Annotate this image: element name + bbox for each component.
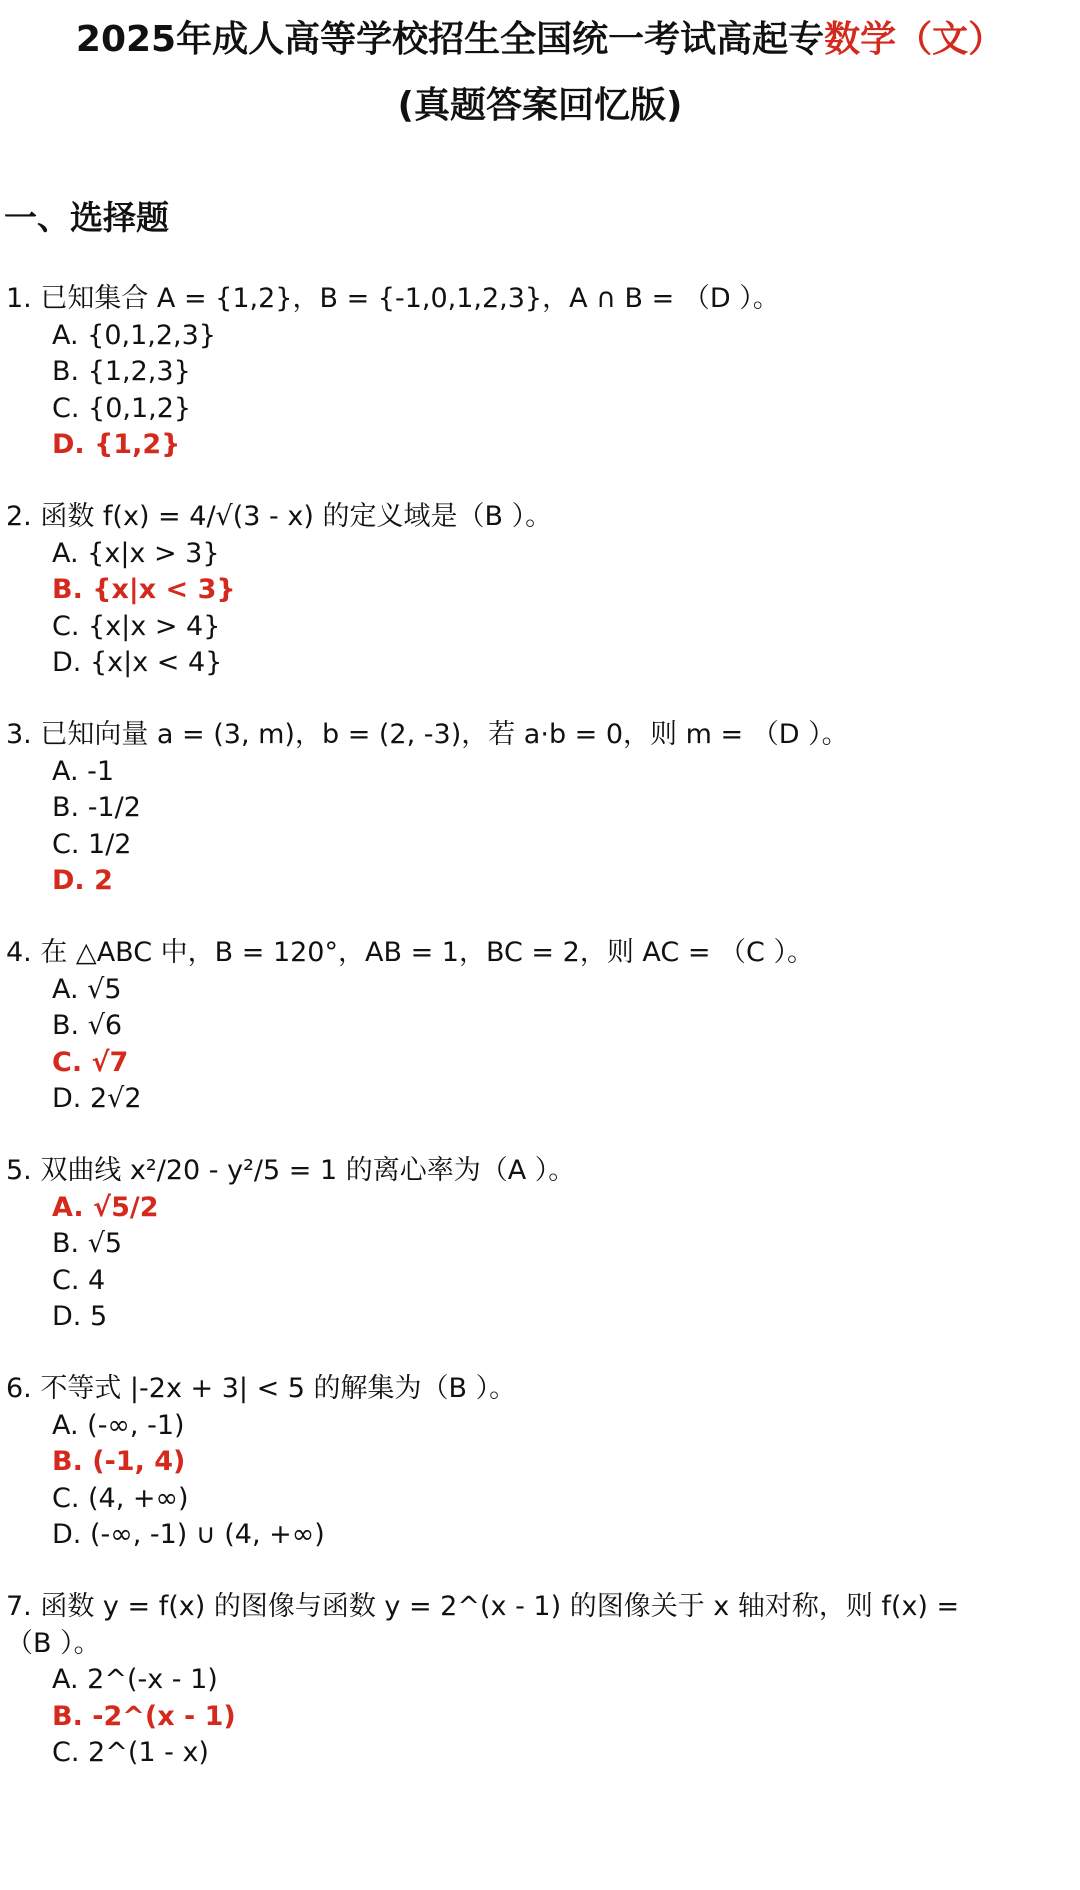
option-d-correct: D. 2 <box>52 865 113 896</box>
option-a: A. 2^(-x - 1) <box>52 1664 218 1695</box>
option-b: B. -1/2 <box>52 792 141 823</box>
option-b: B. {1,2,3} <box>52 356 191 387</box>
question-stem: 4. 在 △ABC 中，B = 120°，AB = 1，BC = 2，则 AC = （C ）。 <box>6 937 814 968</box>
question-5 <box>6 1153 575 1336</box>
question-3 <box>6 717 849 900</box>
option-d: D. (-∞, -1) ∪ (4, +∞) <box>52 1519 325 1550</box>
option-a: A. (-∞, -1) <box>52 1409 185 1441</box>
option-c: C. 4 <box>52 1264 106 1296</box>
question-stem: 6. 不等式 |-2x + 3| < 5 的解集为（B ）。 <box>6 1373 517 1404</box>
section-heading: 一、选择题 <box>4 198 169 237</box>
question-stem: 1. 已知集合 A = {1,2}，B = {-1,0,1,2,3}，A ∩ B = （D ）。 <box>6 283 780 314</box>
option-d: D. 5 <box>52 1301 108 1332</box>
option-b-correct: B. -2^(x - 1) <box>52 1700 236 1732</box>
option-a: A. {x|x > 3} <box>52 537 220 569</box>
page-title <box>0 18 1080 62</box>
option-d: D. {x|x < 4} <box>52 647 223 678</box>
option-c: C. 2^(1 - x) <box>52 1737 209 1768</box>
option-b-correct: B. (-1, 4) <box>52 1446 186 1477</box>
option-b-correct: B. {x|x < 3} <box>52 574 236 605</box>
option-c-correct: C. √7 <box>52 1046 129 1078</box>
title-prefix: 2025年成人高等学校招生全国统一考试高起专 <box>75 19 825 60</box>
question-7 <box>6 1589 959 1772</box>
option-c: C. 1/2 <box>52 828 132 860</box>
option-a: A. {0,1,2,3} <box>52 319 216 351</box>
option-a-correct: A. √5/2 <box>52 1191 159 1223</box>
question-stem-continued: （B ）。 <box>6 1627 101 1659</box>
option-a: A. -1 <box>52 755 115 787</box>
page-subtitle: (真题答案回忆版) <box>397 85 683 126</box>
option-b: B. √5 <box>52 1228 123 1259</box>
title-subject: 数学（文） <box>824 19 1005 60</box>
option-d-correct: D. {1,2} <box>52 429 181 460</box>
option-c: C. (4, +∞) <box>52 1482 189 1514</box>
question-2 <box>6 499 552 682</box>
option-c: C. {x|x > 4} <box>52 610 221 642</box>
question-1 <box>6 281 780 464</box>
question-stem: 2. 函数 f(x) = 4/√(3 - x) 的定义域是（B ）。 <box>6 501 553 532</box>
option-b: B. √6 <box>52 1010 123 1041</box>
question-stem: 5. 双曲线 x²/20 - y²/5 = 1 的离心率为（A ）。 <box>6 1155 576 1186</box>
question-stem: 3. 已知向量 a = (3, m)，b = (2, -3)，若 a·b = 0，则 m = （D ）。 <box>6 719 849 750</box>
option-c: C. {0,1,2} <box>52 392 192 424</box>
question-6 <box>6 1371 516 1554</box>
question-4 <box>6 935 814 1118</box>
option-a: A. √5 <box>52 973 122 1005</box>
question-stem: 7. 函数 y = f(x) 的图像与函数 y = 2^(x - 1) 的图像关于 x 轴对称，则 f(x) = <box>6 1591 960 1622</box>
option-d: D. 2√2 <box>52 1083 142 1114</box>
